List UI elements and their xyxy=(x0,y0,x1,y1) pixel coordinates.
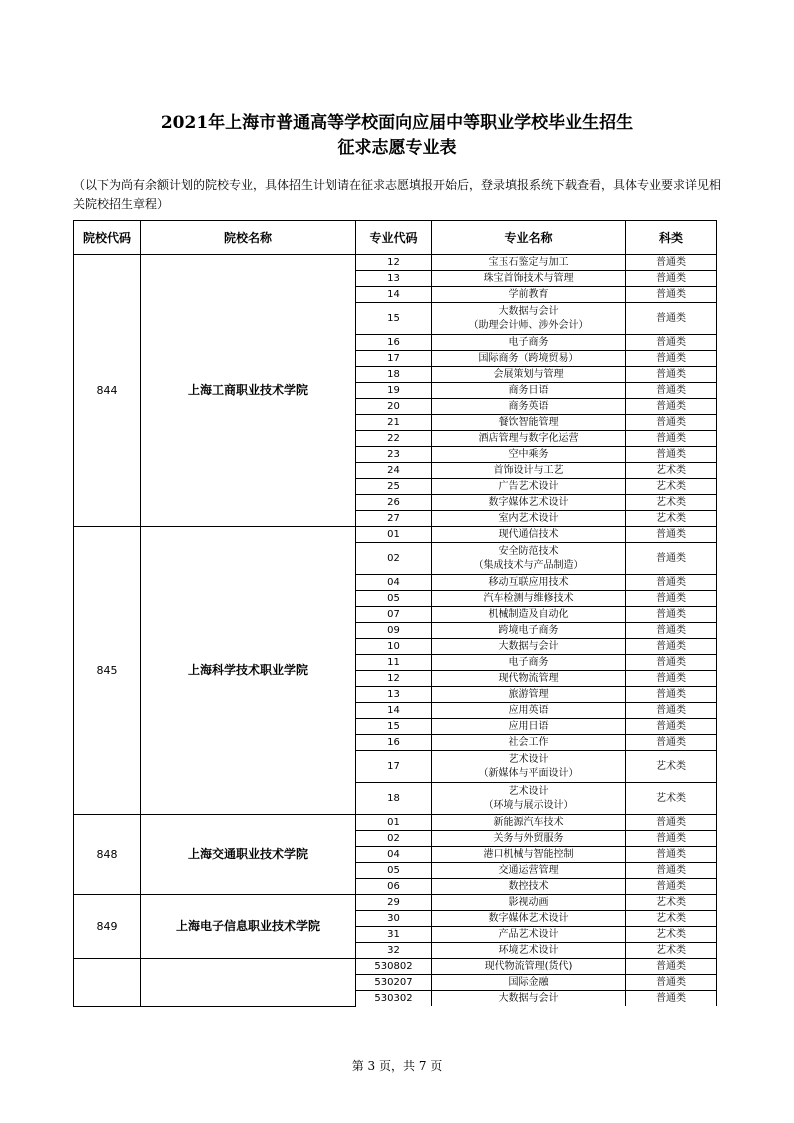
major-name-cell: 环境艺术设计 xyxy=(432,943,626,959)
major-name-cell: 新能源汽车技术 xyxy=(432,815,626,831)
category-cell: 普通类 xyxy=(626,447,717,463)
school-code-cell: 849 xyxy=(74,895,141,959)
page-subtitle: 征求志愿专业表 xyxy=(337,138,457,158)
major-name-cell: 电子商务 xyxy=(432,655,626,671)
major-code-cell: 29 xyxy=(356,895,432,911)
major-name-cell: 电子商务 xyxy=(432,335,626,351)
category-cell: 艺术类 xyxy=(626,895,717,911)
major-name-cell xyxy=(432,751,626,783)
major-code-cell: 10 xyxy=(356,639,432,655)
major-code-cell: 14 xyxy=(356,703,432,719)
major-code-cell: 18 xyxy=(356,783,432,815)
category-cell: 普通类 xyxy=(626,879,717,895)
major-name-cell: 移动互联应用技术 xyxy=(432,575,626,591)
category-cell: 普通类 xyxy=(626,735,717,751)
major-name-cell: 餐饮智能管理 xyxy=(432,415,626,431)
category-cell: 普通类 xyxy=(626,719,717,735)
category-cell: 普通类 xyxy=(626,351,717,367)
category-cell: 艺术类 xyxy=(626,943,717,959)
major-code-cell: 12 xyxy=(356,255,432,271)
major-code-cell: 21 xyxy=(356,415,432,431)
major-name-line: 大数据与会计 xyxy=(498,305,559,317)
major-name-cell: 首饰设计与工艺 xyxy=(432,463,626,479)
category-cell: 普通类 xyxy=(626,687,717,703)
category-cell: 普通类 xyxy=(626,399,717,415)
major-code-cell: 12 xyxy=(356,671,432,687)
category-cell: 艺术类 xyxy=(626,479,717,495)
category-cell: 艺术类 xyxy=(626,783,717,815)
header-major-code: 专业代码 xyxy=(356,221,432,255)
major-name-cell: 大数据与会计 xyxy=(432,639,626,655)
major-code-cell: 14 xyxy=(356,287,432,303)
major-name-cell: 国际金融 xyxy=(432,975,626,991)
major-name-cell: 影视动画 xyxy=(432,895,626,911)
major-code-cell: 09 xyxy=(356,623,432,639)
page-footer: 第 3 页，共 7 页 xyxy=(351,1059,443,1073)
category-cell: 艺术类 xyxy=(626,911,717,927)
major-code-cell: 22 xyxy=(356,431,432,447)
category-cell: 艺术类 xyxy=(626,751,717,783)
major-name-line: 艺术设计 xyxy=(508,753,549,765)
category-cell: 普通类 xyxy=(626,543,717,575)
major-code-cell: 32 xyxy=(356,943,432,959)
school-code-cell: 845 xyxy=(74,527,141,815)
table-row xyxy=(74,527,717,543)
note-text: （以下为尚有余额计划的院校专业，具体招生计划请在征求志愿填报开始后，登录填报系统下载查看，具体专业要求详见相关院校招生章程） xyxy=(73,178,722,211)
major-name-detail: （环境与展示设计） xyxy=(483,799,574,811)
major-name-cell: 数字媒体艺术设计 xyxy=(432,495,626,511)
major-name-cell: 现代物流管理 xyxy=(432,671,626,687)
major-code-cell: 17 xyxy=(356,751,432,783)
major-code-cell: 01 xyxy=(356,815,432,831)
category-cell: 普通类 xyxy=(626,959,717,975)
major-code-cell: 01 xyxy=(356,527,432,543)
major-name-cell: 国际商务（跨境贸易） xyxy=(432,351,626,367)
major-name-cell: 宝玉石鉴定与加工 xyxy=(432,255,626,271)
school-name-cell xyxy=(141,959,356,1007)
table-body xyxy=(74,255,717,1007)
major-name-cell: 酒店管理与数字化运营 xyxy=(432,431,626,447)
major-name-cell: 汽车检测与维修技术 xyxy=(432,591,626,607)
major-name-cell: 关务与外贸服务 xyxy=(432,831,626,847)
category-cell: 普通类 xyxy=(626,335,717,351)
major-code-cell: 15 xyxy=(356,719,432,735)
major-code-cell: 27 xyxy=(356,511,432,527)
category-cell: 普通类 xyxy=(626,831,717,847)
category-cell: 普通类 xyxy=(626,431,717,447)
school-name-cell: 上海电子信息职业技术学院 xyxy=(141,895,356,959)
category-cell: 普通类 xyxy=(626,975,717,991)
category-cell: 普通类 xyxy=(626,623,717,639)
major-name-line: 安全防范技术 xyxy=(498,545,559,557)
category-cell: 普通类 xyxy=(626,415,717,431)
major-name-cell: 现代通信技术 xyxy=(432,527,626,543)
category-cell: 普通类 xyxy=(626,575,717,591)
major-name-cell xyxy=(432,783,626,815)
school-code-cell xyxy=(74,959,141,1007)
major-code-cell: 20 xyxy=(356,399,432,415)
major-name-cell xyxy=(432,543,626,575)
school-code-cell: 848 xyxy=(74,815,141,895)
major-name-cell: 应用日语 xyxy=(432,719,626,735)
category-cell: 普通类 xyxy=(626,847,717,863)
major-name-cell: 港口机械与智能控制 xyxy=(432,847,626,863)
major-code-cell: 02 xyxy=(356,831,432,847)
major-code-cell: 18 xyxy=(356,367,432,383)
category-cell: 普通类 xyxy=(626,639,717,655)
major-code-cell: 23 xyxy=(356,447,432,463)
category-cell: 普通类 xyxy=(626,303,717,335)
category-cell: 普通类 xyxy=(626,607,717,623)
major-name-cell: 广告艺术设计 xyxy=(432,479,626,495)
category-cell: 普通类 xyxy=(626,703,717,719)
major-name-cell: 大数据与会计 xyxy=(432,991,626,1007)
category-cell: 普通类 xyxy=(626,287,717,303)
major-code-cell: 16 xyxy=(356,335,432,351)
major-code-cell: 06 xyxy=(356,879,432,895)
category-cell: 普通类 xyxy=(626,271,717,287)
major-code-cell: 530207 xyxy=(356,975,432,991)
category-cell: 艺术类 xyxy=(626,463,717,479)
major-code-cell: 30 xyxy=(356,911,432,927)
major-name-cell: 机械制造及自动化 xyxy=(432,607,626,623)
school-name-cell: 上海工商职业技术学院 xyxy=(141,255,356,527)
category-cell: 普通类 xyxy=(626,367,717,383)
header-major-name: 专业名称 xyxy=(432,221,626,255)
school-code-cell: 844 xyxy=(74,255,141,527)
table-row xyxy=(74,255,717,271)
major-code-cell: 26 xyxy=(356,495,432,511)
category-cell: 普通类 xyxy=(626,991,717,1007)
header-school-code: 院校代码 xyxy=(74,221,141,255)
category-cell: 普通类 xyxy=(626,255,717,271)
major-code-cell: 530302 xyxy=(356,991,432,1007)
table-row xyxy=(74,895,717,911)
page-title: 2021年上海市普通高等学校面向应届中等职业学校毕业生招生 xyxy=(160,113,634,133)
major-code-cell: 05 xyxy=(356,863,432,879)
header-category: 科类 xyxy=(626,221,717,255)
category-cell: 普通类 xyxy=(626,655,717,671)
major-code-cell: 19 xyxy=(356,383,432,399)
major-name-cell: 珠宝首饰技术与管理 xyxy=(432,271,626,287)
school-name-cell: 上海科学技术职业学院 xyxy=(141,527,356,815)
category-cell: 普通类 xyxy=(626,671,717,687)
major-code-cell: 15 xyxy=(356,303,432,335)
major-name-cell: 跨境电子商务 xyxy=(432,623,626,639)
major-code-cell: 04 xyxy=(356,575,432,591)
major-code-cell: 07 xyxy=(356,607,432,623)
major-name-detail: （集成技术与产品制造） xyxy=(473,559,584,571)
major-name-cell: 商务英语 xyxy=(432,399,626,415)
major-name-cell: 社会工作 xyxy=(432,735,626,751)
school-name-cell: 上海交通职业技术学院 xyxy=(141,815,356,895)
major-name-cell: 空中乘务 xyxy=(432,447,626,463)
major-name-cell: 会展策划与管理 xyxy=(432,367,626,383)
major-code-cell: 24 xyxy=(356,463,432,479)
major-name-detail: （助理会计师、涉外会计） xyxy=(468,319,589,331)
major-code-cell: 05 xyxy=(356,591,432,607)
major-code-cell: 11 xyxy=(356,655,432,671)
category-cell: 艺术类 xyxy=(626,495,717,511)
major-name-detail: （新媒体与平面设计） xyxy=(478,767,579,779)
category-cell: 普通类 xyxy=(626,383,717,399)
major-code-cell: 04 xyxy=(356,847,432,863)
major-name-cell xyxy=(432,303,626,335)
category-cell: 普通类 xyxy=(626,863,717,879)
major-code-cell: 13 xyxy=(356,271,432,287)
table-row xyxy=(74,959,717,975)
major-name-line: 艺术设计 xyxy=(508,785,549,797)
majors-table xyxy=(73,220,717,1007)
major-code-cell: 13 xyxy=(356,687,432,703)
major-name-cell: 现代物流管理(货代) xyxy=(432,959,626,975)
major-name-cell: 旅游管理 xyxy=(432,687,626,703)
table-row xyxy=(74,815,717,831)
major-name-cell: 产品艺术设计 xyxy=(432,927,626,943)
category-cell: 普通类 xyxy=(626,527,717,543)
major-name-cell: 商务日语 xyxy=(432,383,626,399)
major-name-cell: 应用英语 xyxy=(432,703,626,719)
major-name-cell: 数控技术 xyxy=(432,879,626,895)
major-code-cell: 530802 xyxy=(356,959,432,975)
major-code-cell: 17 xyxy=(356,351,432,367)
major-name-cell: 交通运营管理 xyxy=(432,863,626,879)
major-name-cell: 数字媒体艺术设计 xyxy=(432,911,626,927)
header-school-name: 院校名称 xyxy=(141,221,356,255)
major-code-cell: 31 xyxy=(356,927,432,943)
major-name-cell: 学前教育 xyxy=(432,287,626,303)
category-cell: 普通类 xyxy=(626,815,717,831)
category-cell: 普通类 xyxy=(626,591,717,607)
major-code-cell: 25 xyxy=(356,479,432,495)
category-cell: 艺术类 xyxy=(626,511,717,527)
table-header-row xyxy=(74,221,717,255)
major-code-cell: 16 xyxy=(356,735,432,751)
major-code-cell: 02 xyxy=(356,543,432,575)
category-cell: 艺术类 xyxy=(626,927,717,943)
major-name-cell: 室内艺术设计 xyxy=(432,511,626,527)
